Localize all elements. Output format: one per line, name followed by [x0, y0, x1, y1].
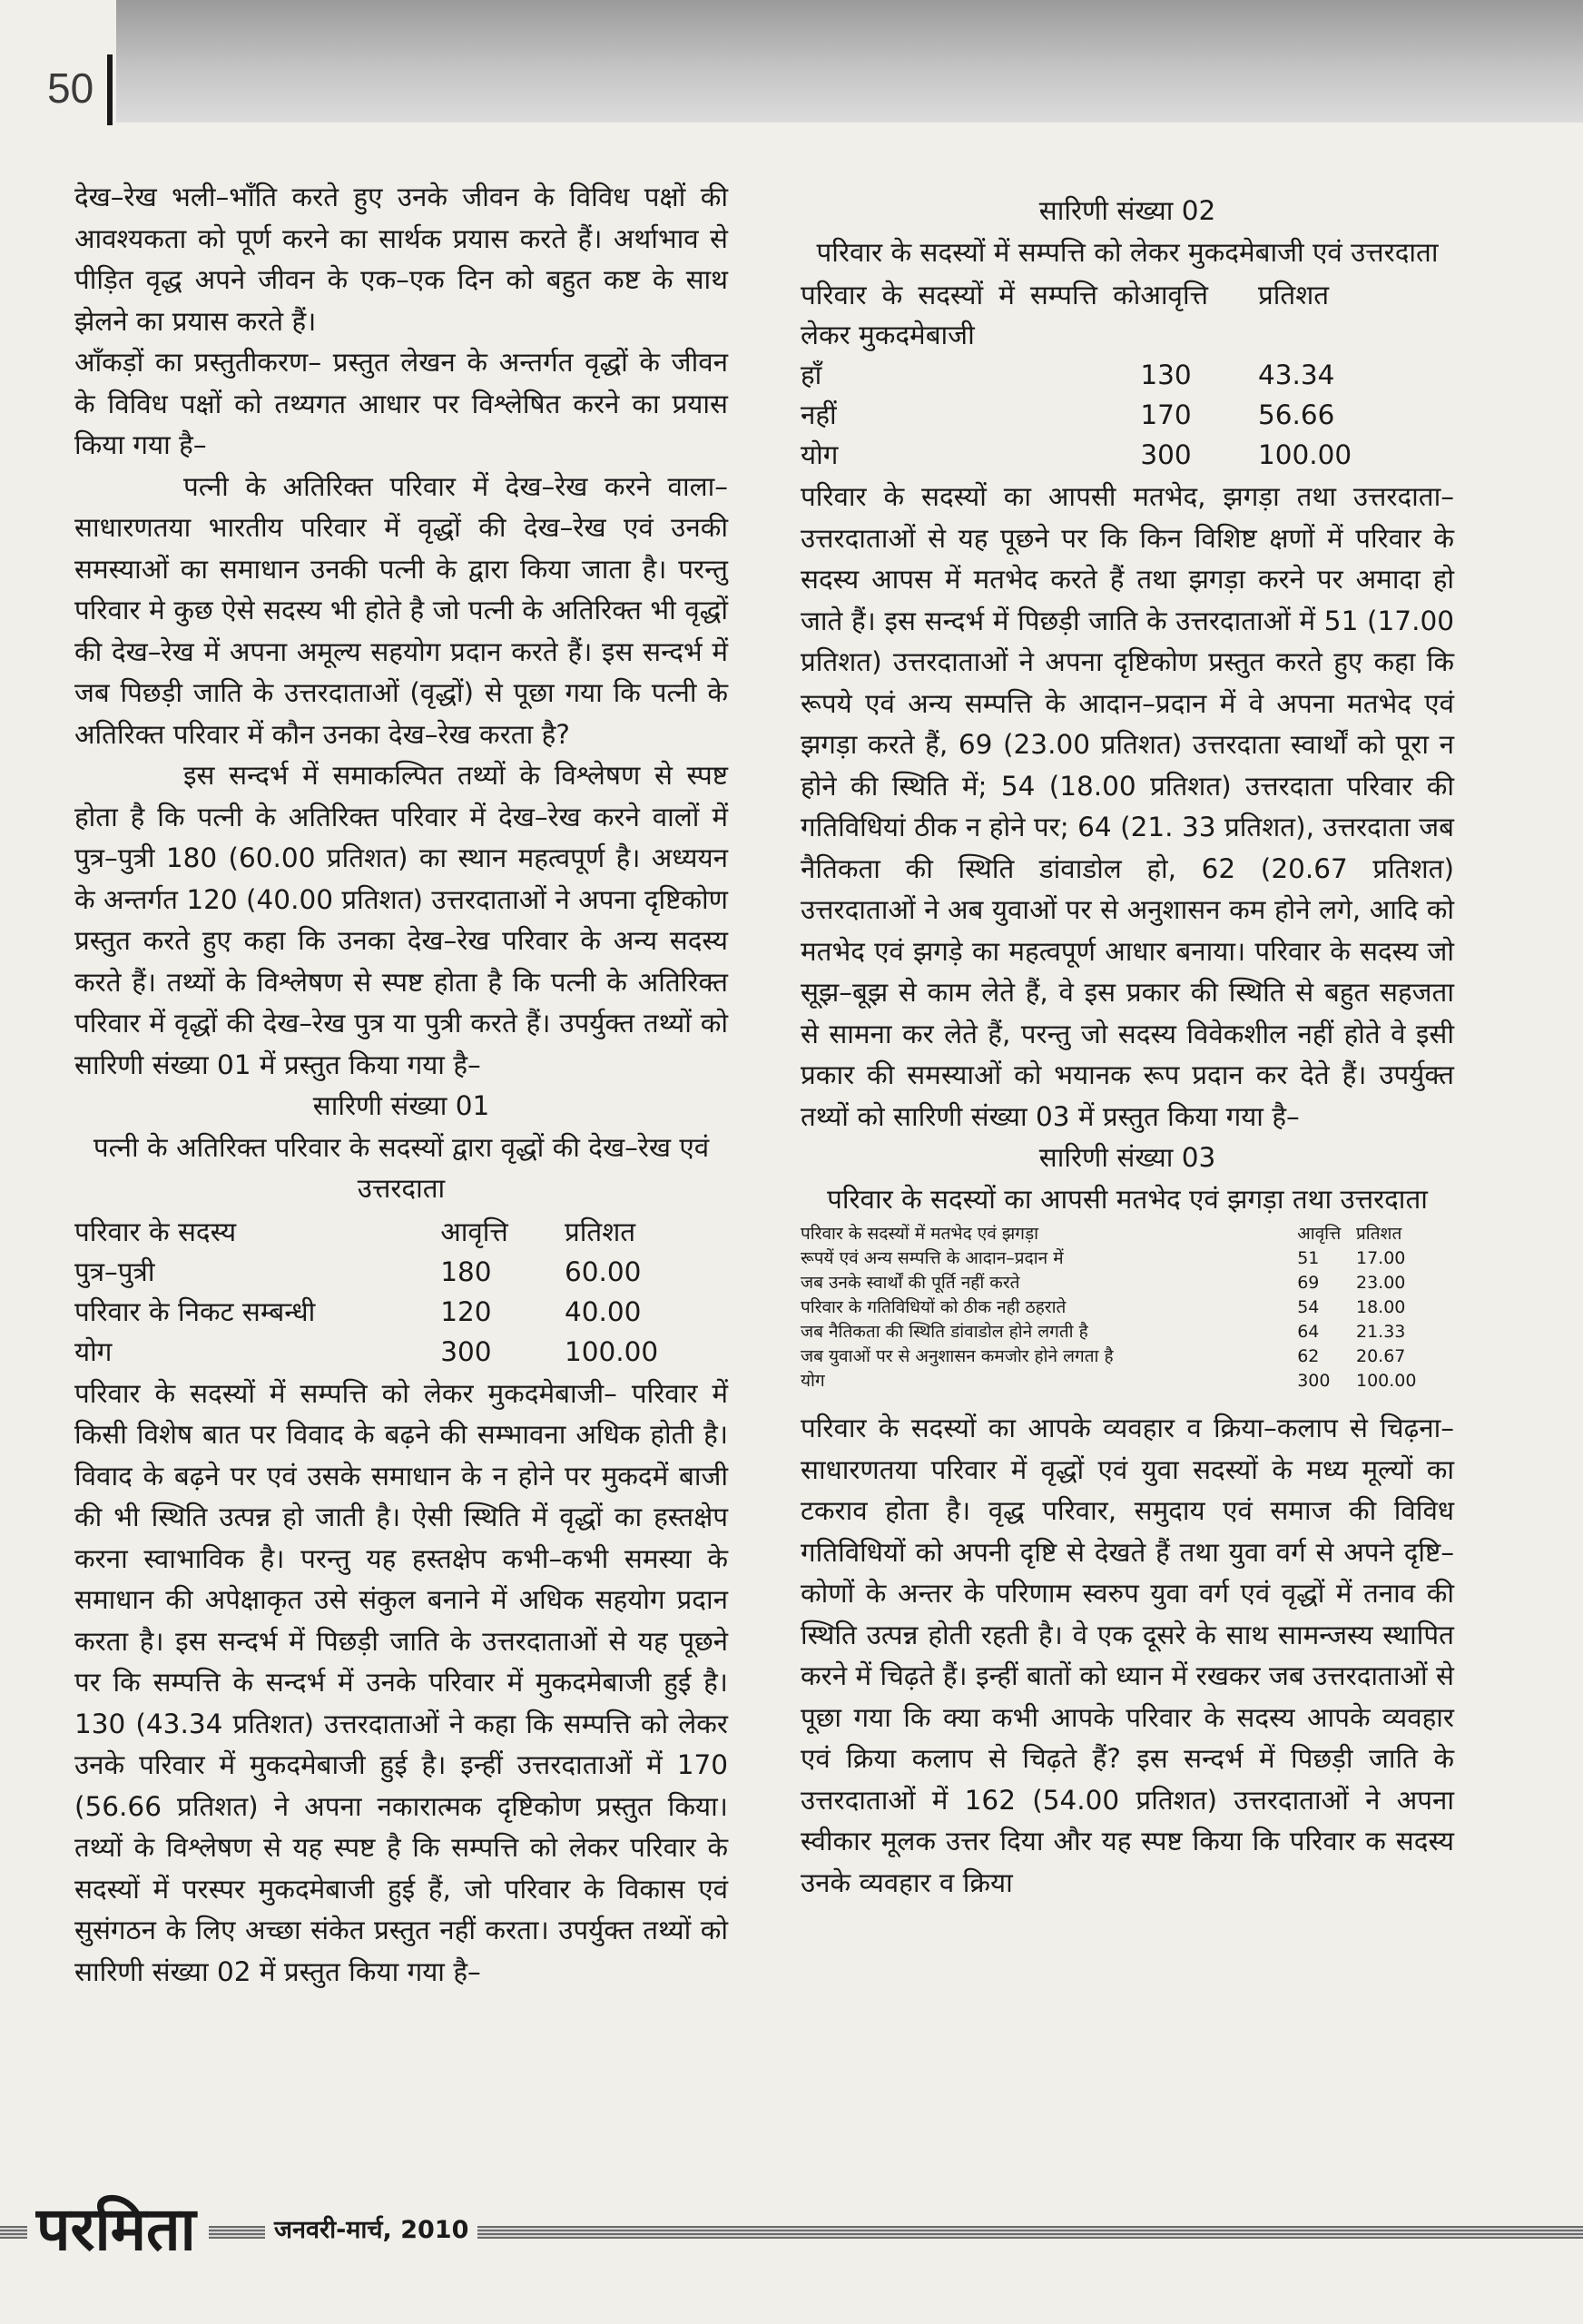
table-cell: पुत्र–पुत्री: [74, 1256, 155, 1287]
table-3: [801, 1222, 1454, 1393]
table-cell: 18.00: [1355, 1297, 1406, 1317]
table-cell: जब युवाओं पर से अनुशासन कमजोर होने लगता है: [801, 1346, 1114, 1366]
table-caption: पत्नी के अतिरिक्त परिवार के सदस्यों द्वारा वृद्धों की देख–रेख एवं उत्तरदाता: [93, 1131, 710, 1204]
paragraph: आँकड़ों का प्रस्तुतीकरण– प्रस्तुत लेखन के अन्तर्गत वृद्धों के जीवन के विविध पक्षों को तथ्यगत आधार पर विश्लेषित करने का प्रयास किया गया है–: [74, 347, 728, 460]
table-caption: परिवार के सदस्यों का आपसी मतभेद एवं झगड़ा तथा उत्तरदाता: [827, 1183, 1428, 1215]
table-cell: रूपयें एवं अन्य सम्पत्ति के आदान–प्रदान में: [801, 1248, 1064, 1268]
paragraph: परिवार के सदस्यों में सम्पत्ति को लेकर मुकदमेबाजी– परिवार में किसी विशेष बात पर विवाद के बढ़ने की सम्भावना अधिक होती है। विवाद के बढ़ने पर एवं उसके समाधान के न होने पर मुकदमें बाजी की भी स्थिति उत्पन्न हो जाती है। ऐसी स्थिति में वृद्धों का हस्तक्षेप करना स्वाभाविक है। परन्तु यह हस्तक्षेप कभी–कभी समस्या के समाधान की अपेक्षाकृत उसे संकुल बनाने में अधिक सहयोग प्रदान करता है। इस सन्दर्भ में पिछड़ी जाति के उत्तरदाताओं से यह पूछने पर कि सम्पत्ति के सन्दर्भ में उनके परिवार में मुकदमेबाजी हुई है। 130 (43.34 प्रतिशत) उत्तरदाताओं ने कहा कि सम्पत्ति को लेकर उनके परिवार में मुकदमेबाजी हुई है। इन्हीं उत्तरदाताओं में 170 (56.66 प्रतिशत) ने अपना नकारात्मक दृष्टिकोण प्रस्तुत किया। तथ्यों के विश्लेषण से यह स्पष्ट है कि सम्पत्ति को लेकर परिवार के सदस्यों में परस्पर मुकदमेबाजी हुई हैं, जो परिवार के विकास एवं सुसंगठन के लिए अच्छा संकेत प्रस्तुत नहीं करता। उपर्युक्त तथ्यों को सारिणी संख्या 02 में प्रस्तुत किया गया है–: [74, 1377, 728, 1987]
page-number-divider: [107, 54, 113, 125]
table-row: [801, 1369, 1454, 1393]
table-1: [74, 1212, 728, 1372]
table-cell: 100.00: [564, 1335, 659, 1367]
table-cell: 300: [440, 1335, 492, 1367]
table-row: [801, 1246, 1454, 1271]
table-2: [801, 275, 1454, 475]
spacer: [801, 1395, 1454, 1408]
table-cell: योग: [801, 1371, 825, 1391]
paragraph: देख–रेख भली–भाँति करते हुए उनके जीवन के विविध पक्षों की आवश्यकता को पूर्ण करने का सार्थक प्रयास करते हैं। अर्थाभाव से पीड़ित वृद्ध अपने जीवन के एक–एक दिन को बहुत कष्ट के साथ झेलने का प्रयास करते हैं।: [74, 182, 728, 337]
table-row: [801, 355, 1454, 395]
table-row: [74, 1332, 728, 1372]
table-header-cell: आवृत्ति: [440, 1216, 508, 1247]
table-row: [74, 1292, 728, 1332]
table-cell: 21.33: [1355, 1322, 1406, 1342]
table-cell: परिवार के गतिविधियों को ठीक नही ठहराते: [801, 1297, 1067, 1317]
header-band: [116, 0, 1583, 123]
table-header-cell: प्रतिशत: [564, 1216, 636, 1247]
table-cell: 54: [1297, 1297, 1320, 1317]
table-cell: 64: [1297, 1322, 1320, 1342]
table-header-cell: आवृत्ति: [1297, 1224, 1342, 1244]
table-cell: 20.67: [1355, 1346, 1406, 1366]
table-row: [801, 1295, 1454, 1320]
table-cell: जब नैतिकता की स्थिति डांवाडोल होने लगती है: [801, 1322, 1088, 1342]
table-cell: 51: [1297, 1248, 1320, 1268]
table-row: [801, 395, 1454, 435]
table-cell: 56.66: [1257, 399, 1335, 430]
magazine-logo: परमिता: [27, 2186, 209, 2268]
paragraph: परिवार के सदस्यों का आपके व्यवहार व क्रिया–कलाप से चिढ़ना– साधारणतया परिवार में वृद्धों एवं युवा सदस्यों के मध्य मूल्यों का टकराव होता है। वृद्ध परिवार, समुदाय एवं समाज की विविध गतिविधियों को अपनी दृष्टि से देखते हैं तथा युवा वर्ग से अपने दृष्टि–कोणों के अन्तर के परिणाम स्वरुप युवा वर्ग एवं वृद्धों में तनाव की स्थिति उत्पन्न होती रहती है। वे एक दूसरे के साथ सामन्जस्य स्थापित करने में चिढ़ते हैं। इन्हीं बातों को ध्यान में रखकर जब उत्तरदाताओं से पूछा गया कि क्या कभी आपके परिवार के सदस्य आपके व्यवहार एवं क्रिया कलाप से चिढ़ते हैं? इस सन्दर्भ में पिछड़ी जाति के उत्तरदाताओं में 162 (54.00 प्रतिशत) उत्तरदाताओं ने अपना स्वीकार मूलक उत्तर दिया और यह स्पष्ट किया कि परिवार क सदस्य उनके व्यवहार व क्रिया: [801, 1413, 1454, 1898]
table-cell: 23.00: [1355, 1273, 1406, 1293]
table-cell: योग: [74, 1335, 113, 1367]
table-number: सारिणी संख्या 01: [312, 1090, 490, 1121]
table-cell: 62: [1297, 1346, 1320, 1366]
table-cell: 300: [1140, 439, 1192, 470]
left-column: [74, 177, 728, 1993]
table-row: [801, 435, 1454, 475]
table-cell: 17.00: [1355, 1248, 1406, 1268]
right-column: [801, 191, 1454, 1904]
table-header-row: [801, 1222, 1454, 1246]
table-row: [74, 1252, 728, 1292]
table-cell: योग: [801, 439, 839, 470]
table-cell: 170: [1140, 399, 1192, 430]
table-header-cell: परिवार के सदस्य: [74, 1216, 237, 1247]
table-cell: 100.00: [1257, 439, 1352, 470]
table-cell: हाँ: [801, 359, 822, 390]
issue-date: जनवरी-मार्च, 2010: [265, 2211, 477, 2245]
table-cell: 180: [440, 1256, 492, 1287]
table-cell: 300: [1297, 1371, 1331, 1391]
table-cell: परिवार के निकट सम्बन्धी: [74, 1295, 316, 1327]
table-row: [801, 1271, 1454, 1295]
table-cell: 40.00: [564, 1295, 642, 1327]
table-cell: नहीं: [801, 399, 837, 430]
table-cell: 100.00: [1355, 1371, 1417, 1391]
table-number: सारिणी संख्या 02: [1038, 195, 1216, 226]
table-header-cell: परिवार के सदस्यों में सम्पत्ति को लेकर मुकदमेबाजी: [801, 280, 1141, 350]
table-header-cell: प्रतिशत: [1355, 1224, 1402, 1244]
table-cell: 60.00: [564, 1256, 642, 1287]
table-row: [801, 1320, 1454, 1344]
table-cell: 130: [1140, 359, 1192, 390]
table-header-cell: प्रतिशत: [1257, 280, 1330, 310]
table-cell: 69: [1297, 1273, 1320, 1293]
page-number: 50: [47, 64, 94, 112]
table-header-cell: परिवार के सदस्यों में मतभेद एवं झगड़ा: [801, 1224, 1039, 1244]
table-header-row: [74, 1212, 728, 1252]
paragraph: इस सन्दर्भ में समाकल्पित तथ्यों के विश्लेषण से स्पष्ट होता है कि पत्नी के अतिरिक्त परिवार में देख–रेख करने वालों में पुत्र–पुत्री 180 (60.00 प्रतिशत) का स्थान महत्वपूर्ण है। अध्ययन के अन्तर्गत 120 (40.00 प्रतिशत) उत्तरदाताओं ने अपना दृष्टिकोण प्रस्तुत करते हुए कहा कि उनका देख–रेख परिवार के अन्य सदस्य करते हैं। तथ्यों के विश्लेषण से स्पष्ट होता है कि पत्नी के अतिरिक्त परिवार में वृद्धों की देख–रेख पुत्र या पुत्री करते हैं। उपर्युक्त तथ्यों को सारिणी संख्या 01 में प्रस्तुत किया गया है–: [74, 760, 728, 1080]
table-row: [801, 1344, 1454, 1369]
table-cell: जब उनके स्वार्थों की पूर्ति नहीं करते: [801, 1273, 1020, 1293]
table-cell: 43.34: [1257, 359, 1335, 390]
table-cell: 120: [440, 1295, 492, 1327]
table-caption: परिवार के सदस्यों में सम्पत्ति को लेकर मुकदमेबाजी एवं उत्तरदाता: [816, 236, 1439, 268]
table-header-row: [801, 275, 1454, 355]
table-header-cell: आवृत्ति: [1140, 280, 1208, 310]
paragraph: पत्नी के अतिरिक्त परिवार में देख–रेख करने वाला– साधारणतया भारतीय परिवार में वृद्धों की देख–रेख एवं उनकी समस्याओं का समाधान उनकी पत्नी के द्वारा किया जाता है। परन्तु परिवार मे कुछ ऐसे सदस्य भी होते है जो पत्नी के अतिरिक्त भी वृद्धों की देख–रेख में अपना अमूल्य सहयोग प्रदान करते हैं। इस सन्दर्भ में जब पिछड़ी जाति के उत्तरदाताओं (वृद्धों) से पूछा गया कि पत्नी के अतिरिक्त परिवार में कौन उनका देख–रेख करता है?: [74, 470, 728, 750]
paragraph: परिवार के सदस्यों का आपसी मतभेद, झगड़ा तथा उत्तरदाता– उत्तरदाताओं से यह पूछने पर कि किन विशिष्ट क्षणों में परिवार के सदस्य आपस में मतभेद करते हैं तथा झगड़ा करने पर अमादा हो जाते हैं। इस सन्दर्भ में पिछड़ी जाति के उत्तरदाताओं में 51 (17.00 प्रतिशत) उत्तरदाताओं ने अपना दृष्टिकोण प्रस्तुत करते हुए कहा कि रूपये एवं अन्य सम्पत्ति के आदान–प्रदान में वे अपना मतभेद एवं झगड़ा करते हैं, 69 (23.00 प्रतिशत) उत्तरदाता स्वार्थों को पूरा न होने की स्थिति में; 54 (18.00 प्रतिशत) उत्तरदाता परिवार की गतिविधियां ठीक न होने पर; 64 (21. 33 प्रतिशत), उत्तरदाता जब नैतिकता की स्थिति डांवाडोल हो, 62 (20.67 प्रतिशत) उत्तरदाताओं ने अब युवाओं पर से अनुशासन कम होने लगे, आदि को मतभेद एवं झगड़े का महत्वपूर्ण आधार बनाया। परिवार के सदस्य जो सूझ–बूझ से काम लेते हैं, वे इस प्रकार की स्थिति से बहुत सहजता से सामना कर लेते हैं, परन्तु जो सदस्य विवेकशील नहीं होते वे इसी प्रकार की समस्याओं को भयानक रूप प्रदान कर देते हैं। उपर्युक्त तथ्यों को सारिणी संख्या 03 में प्रस्तुत किया गया है–: [801, 481, 1454, 1132]
footer-rule: [0, 2226, 1583, 2239]
table-number: सारिणी संख्या 03: [1038, 1142, 1216, 1173]
